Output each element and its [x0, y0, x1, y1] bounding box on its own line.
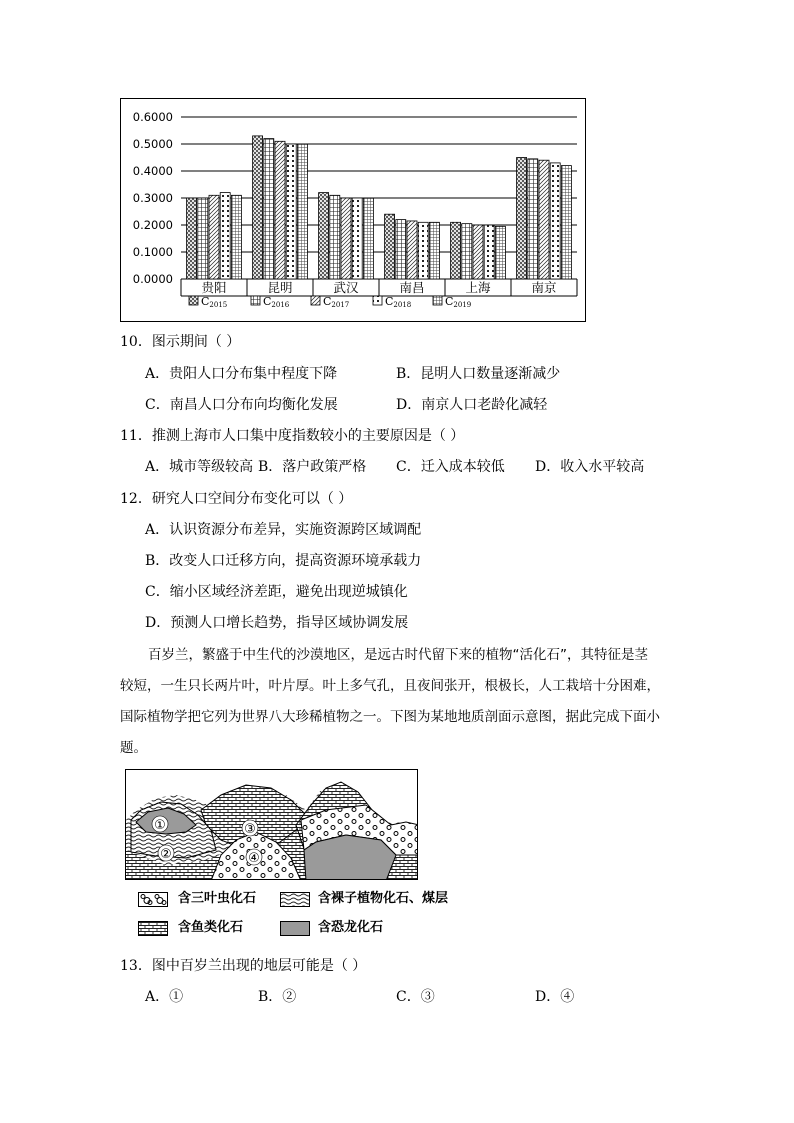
- question-12-option-d: D．预测人口增长趋势，指导区域协调发展: [145, 615, 409, 631]
- question-12-option-c: C．缩小区域经济差距，避免出现逆城镇化: [145, 584, 408, 600]
- bar-C2016-2: [330, 195, 340, 279]
- bar-C2016-0: [198, 198, 208, 279]
- question-11-option-c: C．迁入成本较低: [396, 459, 505, 475]
- legend-dinosaur: 含恐龙化石: [318, 920, 384, 935]
- bar-C2018-1: [286, 144, 296, 279]
- y-tick-label: 0.1000: [132, 245, 173, 259]
- y-axis-ticks: [133, 110, 173, 286]
- y-tick-label: 0.5000: [132, 137, 173, 151]
- bar-C2018-0: [220, 193, 230, 279]
- legend-swatch-C2015: [189, 296, 198, 305]
- legend-swatch-C2016: [251, 296, 260, 305]
- bar-C2018-3: [418, 222, 428, 279]
- bar-C2017-3: [407, 221, 417, 279]
- geo-label-3: ③: [244, 822, 256, 837]
- bar-C2019-3: [429, 222, 439, 279]
- passage-line-3: 国际植物学把它列为世界八大珍稀植物之一。下图为某地地质剖面示意图，据此完成下面小: [120, 709, 660, 725]
- bar-C2017-5: [539, 160, 549, 279]
- bar-C2017-4: [473, 225, 483, 279]
- bar-C2016-4: [462, 224, 472, 279]
- question-10-option-c: C．南昌人口分布向均衡化发展: [145, 397, 338, 413]
- legend-entry-subscript: 2015: [209, 301, 228, 309]
- category-label: 南京: [531, 280, 557, 295]
- y-tick-label: 0.4000: [132, 164, 173, 178]
- layer-dinosaur-fossil: [304, 835, 396, 880]
- question-12-stem: 12．研究人口空间分布变化可以（ ）: [120, 491, 353, 507]
- bar-C2015-2: [319, 193, 329, 279]
- question-10-option-b: B．昆明人口数量逐渐减少: [396, 366, 561, 382]
- passage-line-2: 较短，一生只长两片叶，叶片厚。叶上多气孔，且夜间张开，根极长，人工栽培十分困难，: [120, 678, 660, 694]
- category-label: 武汉: [333, 280, 359, 295]
- legend-entry-C2019: C2019: [445, 295, 472, 309]
- legend-entry-C2016: C2016: [263, 295, 290, 309]
- question-12-option-a: A．认识资源分布差异，实施资源跨区域调配: [145, 522, 422, 538]
- passage-line-4: 题。: [120, 740, 147, 756]
- population-concentration-chart: [120, 98, 586, 322]
- legend-entry-subscript: 2019: [453, 301, 472, 309]
- bar-C2019-2: [363, 198, 373, 279]
- legend-entry-C2015: C2015: [201, 295, 228, 309]
- legend-entry-subscript: 2016: [271, 301, 290, 309]
- bar-C2017-1: [275, 141, 285, 279]
- question-11-option-d: D．收入水平较高: [535, 459, 645, 475]
- category-label: 贵阳: [201, 280, 227, 295]
- legend-swatch-C2018: [373, 296, 382, 305]
- bar-C2017-2: [341, 198, 351, 279]
- bar-C2019-0: [231, 195, 241, 279]
- geological-cross-section: [125, 769, 418, 880]
- legend-swatch-gymnosperm: [280, 892, 310, 907]
- question-10-stem: 10．图示期间（ ）: [120, 334, 241, 350]
- bar-C2015-4: [451, 222, 461, 279]
- legend-swatch-dinosaur: [280, 921, 310, 936]
- chart-legend: [189, 295, 471, 309]
- y-tick-label: 0.2000: [132, 218, 173, 232]
- question-10-option-d: D．南京人口老龄化减轻: [396, 397, 548, 413]
- bar-C2015-5: [517, 158, 527, 280]
- category-label: 上海: [465, 280, 491, 295]
- bar-C2016-5: [528, 159, 538, 279]
- legend-swatch-C2017: [311, 296, 320, 305]
- question-13-option-b: B．②: [258, 989, 297, 1005]
- legend-entry-C2018: C2018: [385, 295, 412, 309]
- legend-entry-subscript: 2018: [393, 301, 412, 309]
- geo-label-1: ①: [154, 818, 166, 833]
- chart-bars: [187, 136, 572, 279]
- passage-line-1: 百岁兰，繁盛于中生代的沙漠地区，是远古时代留下来的植物“活化石”，其特征是茎: [148, 647, 648, 663]
- y-tick-label: 0.0000: [132, 272, 173, 286]
- y-tick-label: 0.3000: [132, 191, 173, 205]
- bar-C2019-5: [561, 166, 571, 279]
- geo-label-2: ②: [160, 847, 172, 862]
- bar-C2019-1: [297, 144, 307, 279]
- question-13-option-d: D．④: [535, 989, 575, 1005]
- legend-trilobite: 含三叶虫化石: [178, 891, 257, 906]
- reading-passage: [120, 640, 676, 764]
- geo-label-4: ④: [248, 851, 260, 866]
- y-tick-label: 0.6000: [132, 110, 173, 124]
- question-13-option-a: A．①: [145, 989, 184, 1005]
- question-10-option-a: A．贵阳人口分布集中程度下降: [145, 366, 338, 382]
- question-12-option-b: B．改变人口迁移方向，提高资源环境承载力: [145, 553, 422, 569]
- bar-C2017-0: [209, 195, 219, 279]
- bar-C2015-0: [187, 198, 197, 279]
- geology-diagram: [126, 770, 418, 880]
- bar-C2018-2: [352, 198, 362, 279]
- legend-fish: 含鱼类化石: [178, 920, 244, 935]
- bar-C2018-5: [550, 163, 560, 279]
- question-11-option-a: A．城市等级较高: [145, 459, 254, 475]
- question-13-option-c: C．③: [396, 989, 435, 1005]
- question-11-stem: 11．推测上海市人口集中度指数较小的主要原因是（ ）: [120, 428, 465, 444]
- chart-canvas: [121, 99, 587, 323]
- legend-swatch-fish: [138, 921, 168, 936]
- bar-C2018-4: [484, 225, 494, 279]
- legend-entry-subscript: 2017: [331, 301, 350, 309]
- category-label: 南昌: [399, 280, 425, 295]
- legend-gymnosperm: 含裸子植物化石、煤层: [318, 891, 449, 906]
- question-11-option-b: B．落户政策严格: [258, 459, 367, 475]
- legend-entry-C2017: C2017: [323, 295, 350, 309]
- legend-swatch-C2019: [433, 296, 442, 305]
- bar-C2019-4: [495, 226, 505, 279]
- category-label: 昆明: [267, 280, 293, 295]
- bar-C2016-3: [396, 220, 406, 279]
- legend-swatch-trilobite: [138, 892, 168, 907]
- bar-C2015-3: [385, 214, 395, 279]
- question-13-stem: 13．图中百岁兰出现的地层可能是（ ）: [120, 958, 367, 974]
- x-axis-categories: [201, 279, 557, 296]
- bar-C2015-1: [253, 136, 263, 279]
- bar-C2016-1: [264, 139, 274, 279]
